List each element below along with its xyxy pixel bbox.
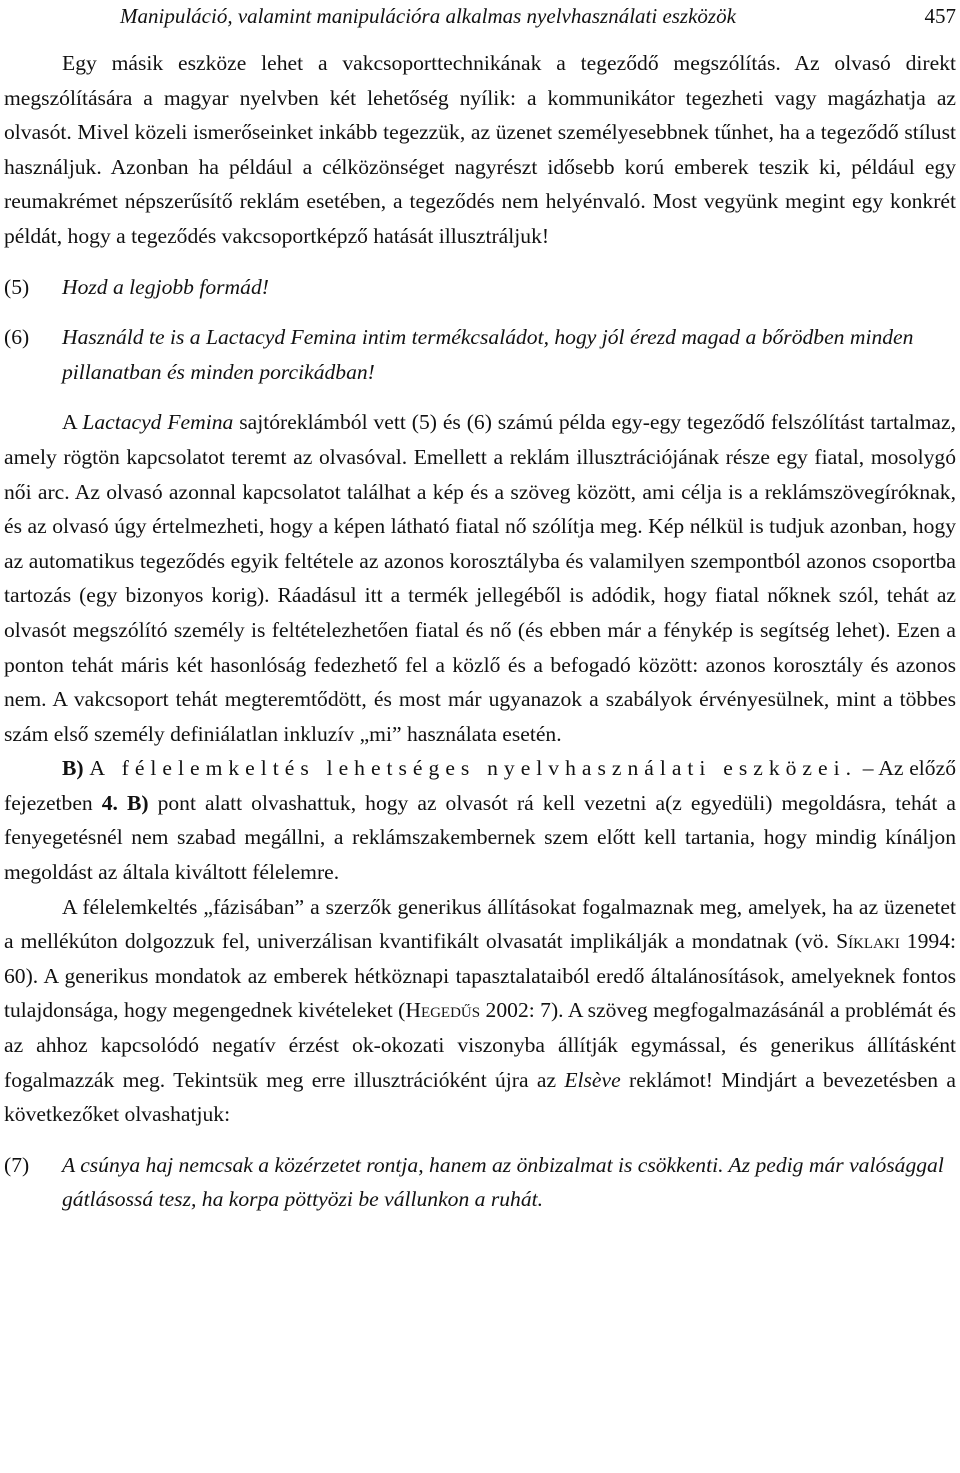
citation-author: Hegedűs: [405, 998, 481, 1023]
paragraph-felelemkeltes: B) A félelemkeltés lehetséges nyelvhasználati eszközei. – Az előző fejezetben 4. B) pont alatt olvashattuk, hogy az olvasót rá kell vezetni a(z egyedüli) megoldásra, tehát a fenyegetésnél nem szabad megállni, a reklámszakembernek szem előtt kell tartania, hogy mindig kínáljon megoldást az általa kiváltott félelemre.: [4, 756, 956, 885]
product-name: Lactacyd Femina: [82, 410, 234, 435]
product-name: Elsève: [564, 1067, 621, 1092]
paragraph-tegezodes: Egy másik eszköze lehet a vakcsoporttechnikának a tegeződő megszólítás. Az olvasó direkt megszólítására a magyar nyelvben két lehetőség nyílik: a kommunikátor tegezheti vagy magázhatja az olvasót. Mivel közeli ismerőseinket inkább tegezzük, az üzenet személyesebbnek tűnhet, ha a tegeződő stílust használjuk. Azonban ha például a célközönséget nagyrészt idősebb korú emberek teszik ki, például egy reumakrémet népszerűsítő reklám esetében, a tegeződés nem helyénvaló. Most vegyünk megint egy konkrét példát, hogy a tegeződés vakcsoportképző hatását illusztráljuk!: [4, 51, 956, 248]
example-text: Hozd a legjobb formád!: [62, 274, 269, 299]
example-7: [4, 1148, 956, 1217]
example-number: (5): [4, 274, 30, 299]
example-text: Használd te is a Lactacyd Femina intim termékcsaládot, hogy jól érezd magad a bőrödben minden pillanatban és minden porcikádban!: [62, 325, 914, 384]
example-number: (7): [4, 1152, 30, 1177]
section-reference: 4. B): [101, 790, 149, 815]
example-6: [4, 320, 956, 389]
section-heading: A félelemkeltés lehetséges nyelvhasználati eszközei.: [89, 756, 857, 781]
page-number: 457: [924, 4, 956, 28]
example-5: [4, 270, 956, 305]
paragraph-generikus: A félelemkeltés „fázisában” a szerzők generikus állításokat fogalmaznak meg, amelyek, ha az üzenetet a mellékúton dolgozzuk fel, univerzálisan kvantifikált olvasatát implikálják a mondatnak (vö. Síklaki 1994: 60). A generikus mondatok az emberek hétköznapi tapasztalataiból eredő általánosítások, amelyeknek fontos tulajdonsága, hogy megengednek kivételeket (Hegedűs 2002: 7). A szöveg megfogalmazásánál a problémát és az ahhoz kapcsolódó negatív érzést ok-okozati viszonyba állítják egymással, és generikus állításként fogalmazzák meg. Tekintsük meg erre illusztrációként újra az Elsève reklámot! Mindjárt a bevezetésben a következőket olvashatjuk:: [4, 894, 956, 1127]
page-header: [120, 4, 956, 32]
running-title: Manipuláció, valamint manipulációra alkalmas nyelvhasználati eszközök: [120, 4, 736, 28]
page-body: [4, 46, 956, 1217]
citation-author: Síklaki: [836, 929, 900, 954]
example-text: A csúnya haj nemcsak a közérzetet rontja, hanem az önbizalmat is csökkenti. Az pedig már valósággal gátlásossá tesz, ha korpa pöttyözi be vállunkon a ruhát.: [62, 1152, 944, 1212]
example-number: (6): [4, 325, 30, 350]
section-label: B): [62, 756, 84, 781]
paragraph-lactacyd: A Lactacyd Femina sajtóreklámból vett (5) és (6) számú példa egy-egy tegeződő felszólítást tartalmaz, amely rögtön kapcsolatot teremt az olvasóval. Emellett a reklám illusztrációjának része egy fiatal, mosolygó női arc. Az olvasó azonnal kapcsolatot találhat a kép és a szöveg között, ami célja is a reklámszövegíróknak, és az olvasó úgy értelmezheti, hogy a képen látható fiatal nő szólítja meg. Kép nélkül is tudjuk azonban, hogy az automatikus tegeződés egyik feltétele az azonos korosztályba és valamilyen szempontból azonos csoportba tartozás (egy bizonyos korig). Ráadásul itt a termék jellegéből is adódik, hogy fiatal nőknek szól, tehát az olvasót megszólító személy is feltételezhetően fiatal és nő (és ebben már a fénykép is segítség lehet). Ezen a ponton tehát máris két hasonlóság fedezhető fel a közlő és a befogadó között: azonos korosztály és azonos nem. A vakcsoport tehát megteremtődött, és most már ugyanazok a szabályok érvényesülnek, mint a többes szám első személy definiálatlan inkluzív „mi” használata esetén.: [4, 410, 957, 746]
